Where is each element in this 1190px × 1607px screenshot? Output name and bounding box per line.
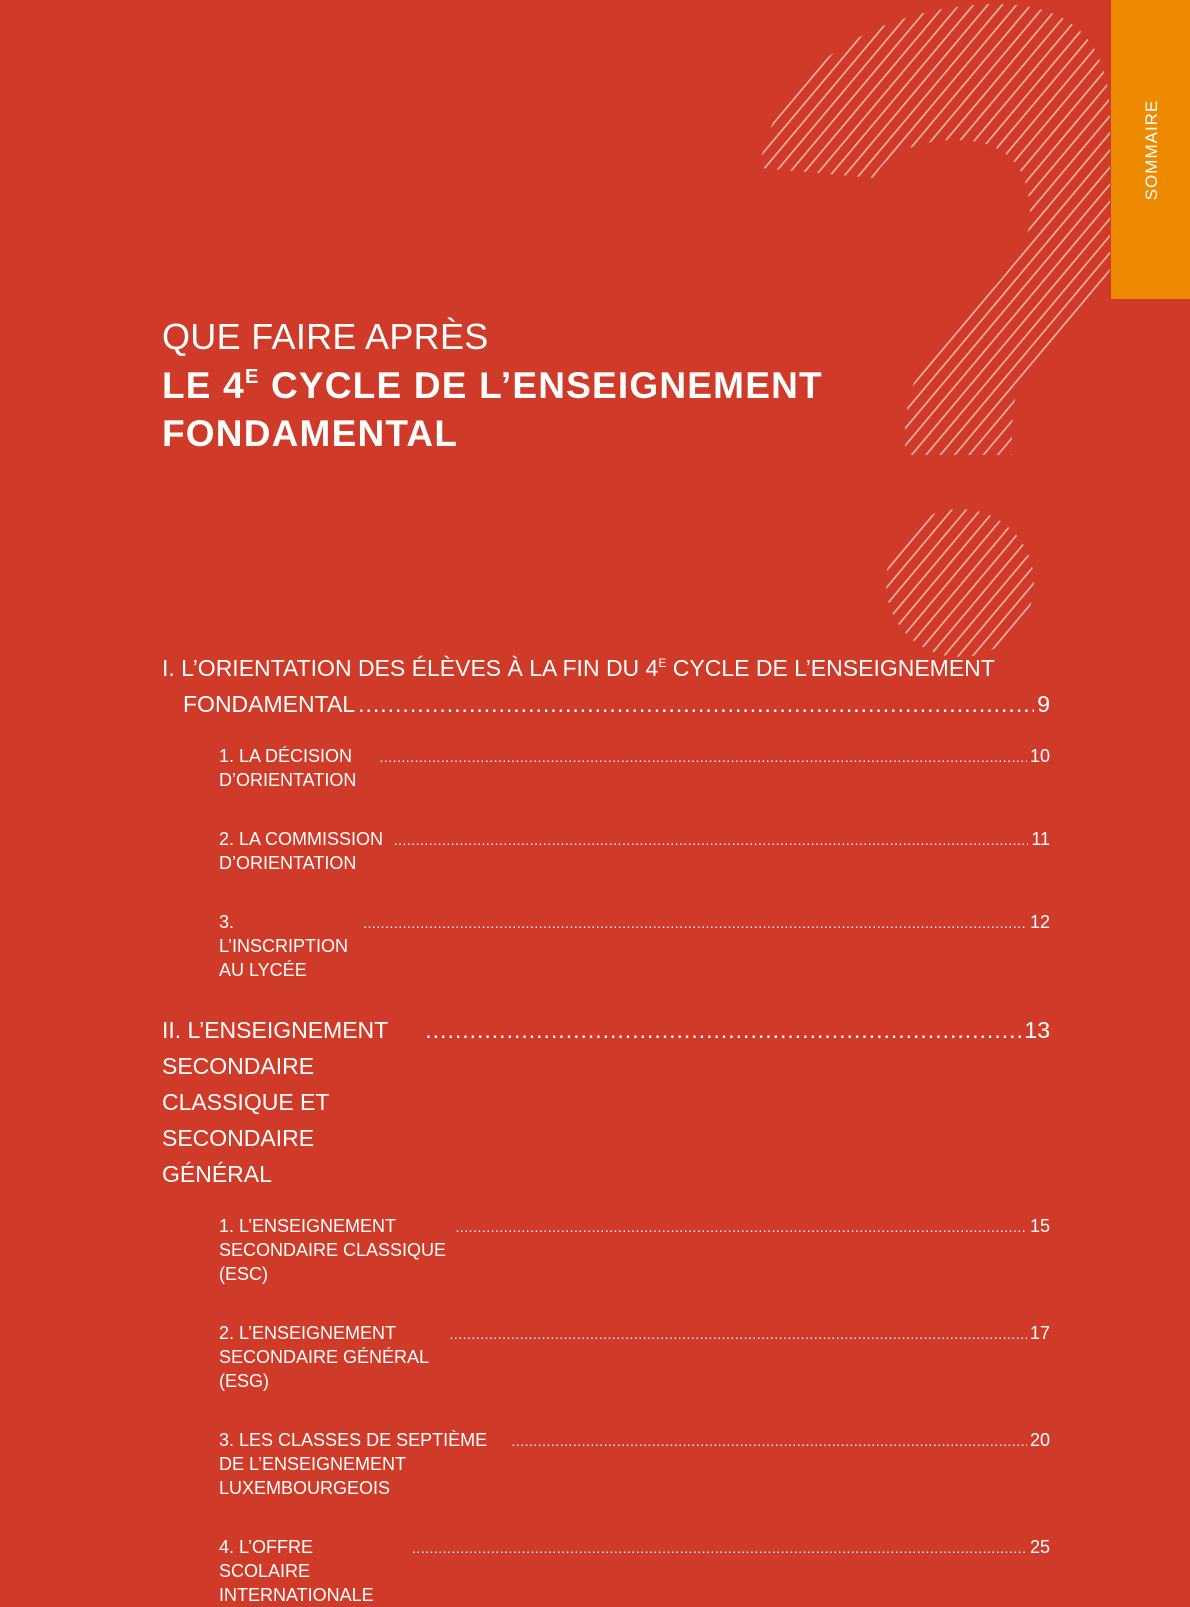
toc-page-number: 20: [1029, 1430, 1050, 1450]
toc-section-1-pre: I. L’ORIENTATION DES ÉLÈVES À LA FIN DU 4: [162, 655, 659, 681]
title-line-1: QUE FAIRE APRÈS: [162, 316, 489, 357]
toc-section-2-label: II. L’ENSEIGNEMENT SECONDAIRE CLASSIQUE ET SECONDAIRE GÉNÉRAL: [162, 1017, 388, 1187]
toc-item-label: 4. L’OFFRE SCOLAIRE INTERNATIONALE: [219, 1537, 374, 1605]
dot-leader: [394, 828, 1029, 852]
title-line-2-pre: LE 4: [162, 365, 245, 406]
toc-section-1-continuation: [162, 686, 1050, 722]
toc-section-1-sup: E: [658, 656, 667, 670]
toc-page-number: 10: [1029, 746, 1050, 766]
title-line-2-post: CYCLE DE L’ENSEIGNEMENT: [259, 365, 823, 406]
toc-item-label: 1. L’ENSEIGNEMENT SECONDAIRE CLASSIQUE (ESC): [219, 1216, 447, 1284]
toc-item[interactable]: [162, 1428, 1050, 1500]
dot-leader: [456, 1215, 1027, 1239]
toc-section-1-label: [162, 650, 995, 686]
toc-page-number: 11: [1031, 829, 1050, 849]
dot-leader: [449, 1322, 1026, 1346]
toc-item-label: 3. LES CLASSES DE SEPTIÈME DE L’ENSEIGNEMENT LUXEMBOURGEOIS: [219, 1430, 488, 1498]
toc-page-number: 13: [1024, 1017, 1050, 1043]
toc-item[interactable]: [162, 744, 1050, 792]
page-title: [162, 312, 823, 458]
dot-leader: [425, 1012, 1021, 1048]
toc-section-2[interactable]: [162, 1012, 1050, 1192]
title-line-3: FONDAMENTAL: [162, 413, 459, 454]
toc-item[interactable]: [162, 910, 1050, 982]
toc-page-number: 9: [1037, 691, 1050, 717]
toc-page-number: 25: [1029, 1537, 1050, 1557]
table-of-contents: [162, 650, 1050, 1607]
toc-item[interactable]: [162, 1535, 1050, 1607]
dot-leader: [379, 745, 1027, 769]
toc-item-label: 1. LA DÉCISION D’ORIENTATION: [219, 746, 357, 790]
dot-leader: [363, 911, 1027, 935]
title-line-2: [162, 362, 823, 410]
toc-item-label: 3. L’INSCRIPTION AU LYCÉE: [219, 912, 349, 980]
dot-leader: [412, 1536, 1027, 1560]
toc-page-number: 17: [1029, 1323, 1050, 1343]
toc-section-1-title: [162, 650, 1050, 686]
dot-leader: [358, 686, 1034, 722]
dot-leader: [511, 1429, 1027, 1453]
toc-section-1-cont: FONDAMENTAL: [183, 691, 356, 717]
toc-item-label: 2. L’ENSEIGNEMENT SECONDAIRE GÉNÉRAL (ESG): [219, 1323, 429, 1391]
toc-section-1-post: CYCLE DE L’ENSEIGNEMENT: [666, 655, 995, 681]
toc-item-label: 2. LA COMMISSION D’ORIENTATION: [219, 829, 384, 873]
toc-item[interactable]: [162, 1214, 1050, 1286]
toc-page-number: 12: [1029, 912, 1050, 932]
toc-item[interactable]: [162, 1321, 1050, 1393]
toc-item[interactable]: [162, 827, 1050, 875]
title-line-2-sup: E: [244, 366, 260, 388]
sommaire-tab-label: SOMMAIRE: [1142, 99, 1161, 201]
toc-page-number: 15: [1029, 1216, 1050, 1236]
toc-section-2-title: [162, 1012, 1050, 1192]
toc-section-1[interactable]: [162, 650, 1050, 722]
